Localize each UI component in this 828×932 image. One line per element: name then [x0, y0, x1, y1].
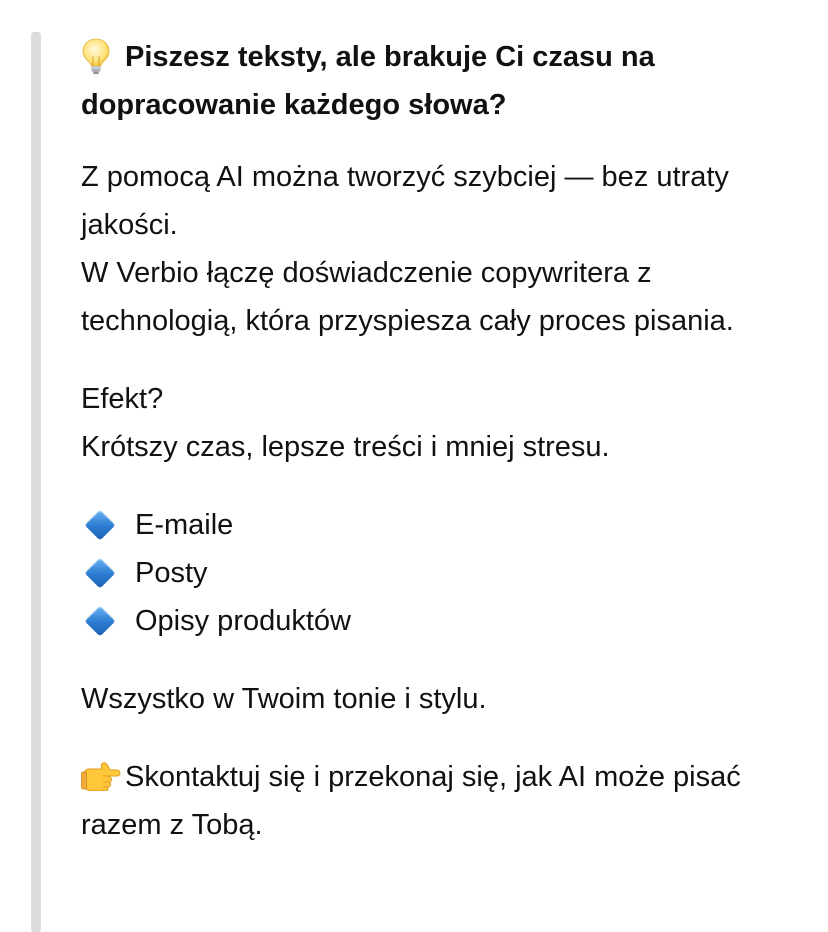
cta-paragraph: Skontaktuj się i przekonaj się, jak AI może pisać razem z Tobą. — [81, 761, 741, 841]
post-headline: Piszesz teksty, ale brakuje Ci czasu na dopracowanie każdego słowa? — [81, 33, 781, 129]
pointing-hand-icon — [81, 761, 125, 791]
blue-diamond-icon — [81, 549, 135, 597]
effect-answer: Krótszy czas, lepsze treści i mniej stresu. — [81, 431, 610, 463]
content-types-list — [81, 501, 781, 645]
intro-line-1: Z pomocą AI można tworzyć szybciej — bez utraty jakości. — [81, 161, 729, 241]
quote-bar — [31, 32, 41, 932]
lightbulb-icon — [81, 37, 125, 75]
blue-diamond-icon — [81, 501, 135, 549]
tone-paragraph: Wszystko w Twoim tonie i stylu. — [81, 683, 487, 715]
list-item: Posty — [81, 549, 781, 597]
blue-diamond-icon — [81, 597, 135, 645]
list-item: E-maile — [81, 501, 781, 549]
intro-line-2: W Verbio łączę doświadczenie copywritera z technologią, która przyspiesza cały proces pisania. — [81, 257, 734, 337]
post-body — [81, 33, 781, 879]
list-item: Opisy produktów — [81, 597, 781, 645]
effect-paragraph — [81, 375, 781, 471]
effect-question: Efekt? — [81, 383, 164, 415]
intro-paragraph — [81, 153, 781, 345]
